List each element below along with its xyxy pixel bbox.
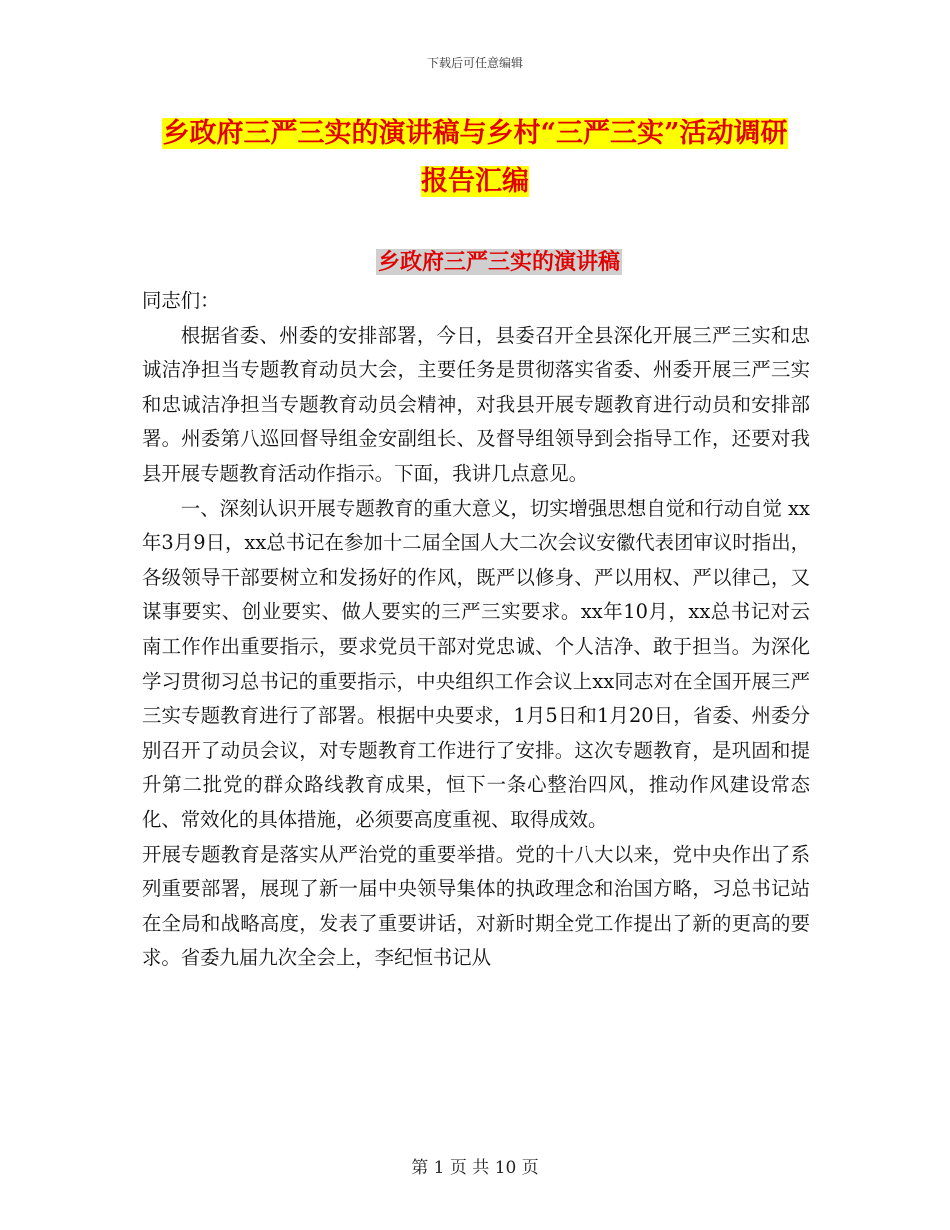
document-title-text: 乡政府三严三实的演讲稿与乡村“三严三实”活动调研报告汇编 [162,118,788,197]
document-body [142,284,810,976]
paragraph-1: 根据省委、州委的安排部署，今日，县委召开全县深化开展三严三实和忠诚洁净担当专题教育动员大会，主要任务是贯彻落实省委、州委开展三严三实和忠诚洁净担当专题教育动员会精神，对我县开展专题教育进行动员和安排部署。州委第八巡回督导组金安副组长、及督导组领导到会指导工作，还要对我县开展专题教育活动作指示。下面，我讲几点意见。 [142,323,810,485]
section-title [0,245,950,279]
salutation: 同志们： [142,289,220,312]
section-title-text: 乡政府三严三实的演讲稿 [377,249,620,275]
page-header-note: 下载后可任意编辑 [426,56,523,70]
paragraph-2: 一、深刻认识开展专题教育的重大意义，切实增强思想自觉和行动自觉 xx年3月9日，xx总书记在参加十二届全国人大二次会议安徽代表团审议时指出，各级领导干部要树立和发扬好的作风，既严以修身、严以用权、严以律己，又谋事要实、创业要实、做人要实的三严三实要求。xx年10月，xx总书记对云南工作作出重要指示，要求党员干部对党忠诚、个人洁净、敢于担当。为深化学习贯彻习总书记的重要指示，中央组织工作会议上xx同志对在全国开展三严三实专题教育进行了部署。根据中央要求，1月5日和1月20日，省委、州委分别召开了动员会议，对专题教育工作进行了安排。这次专题教育，是巩固和提升第二批党的群众路线教育成果，恒下一条心整治四风，推动作风建设常态化、常效化的具体措施，必须要高度重视、取得成效。 [142,496,810,831]
page-number-footer: 第 1 页 共 10 页 [411,1158,539,1178]
document-title [150,110,800,206]
paragraph-3: 开展专题教育是落实从严治党的重要举措。党的十八大以来，党中央作出了系列重要部署，展现了新一届中央领导集体的执政理念和治国方略，习总书记站在全局和战略高度，发表了重要讲话，对新时期全党工作提出了新的更高的要求。省委九届九次全会上，李纪恒书记从 [142,842,810,970]
